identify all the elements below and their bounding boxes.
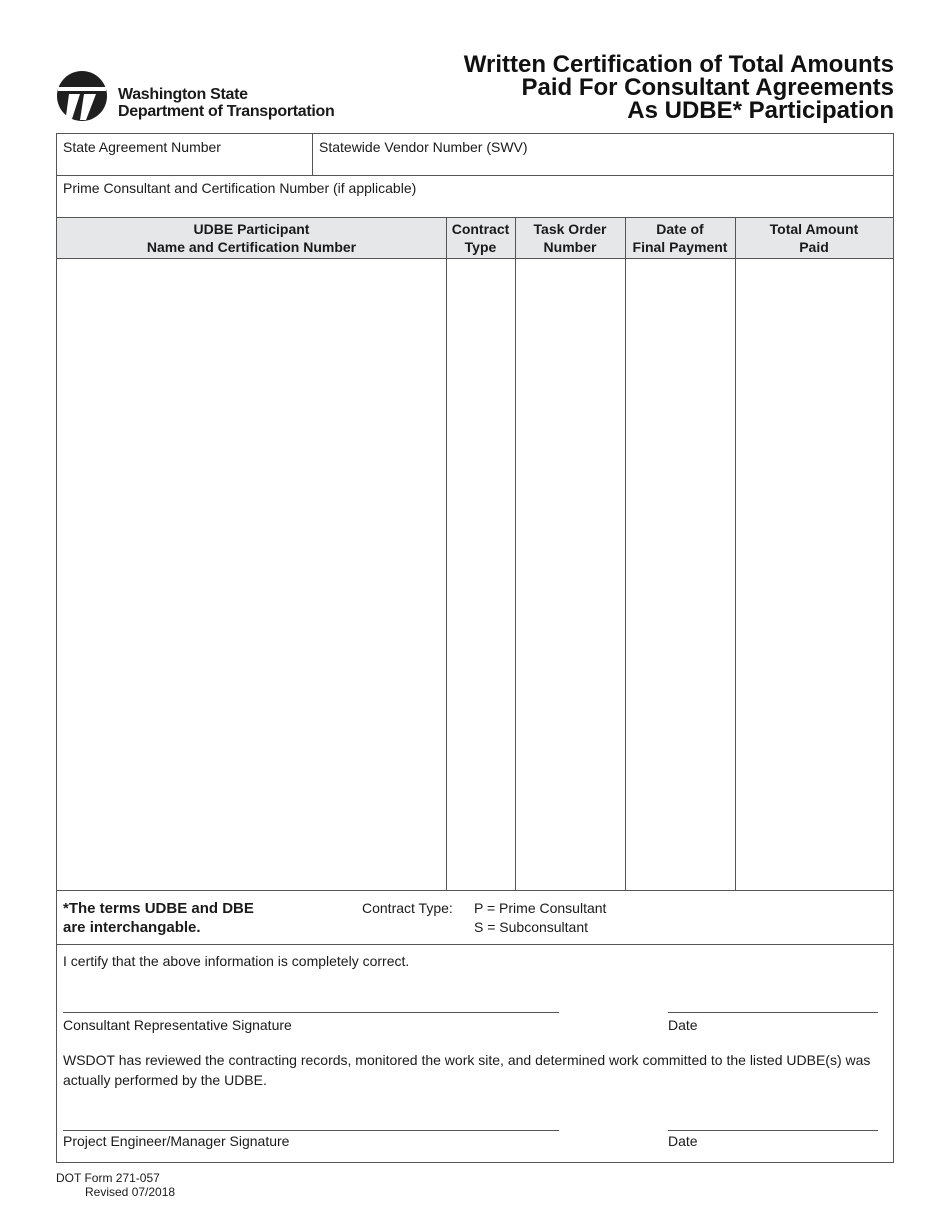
wsdot-review-line: WSDOT has reviewed the contracting records, monitored the work site, and determined work committed to the listed UDBE(s) was bbox=[63, 1052, 871, 1068]
column-header-line: Name and Certification Number bbox=[146, 239, 357, 255]
contract-type-legend-s: S = Subconsultant bbox=[474, 919, 589, 935]
form-title-line-2: Paid For Consultant Agreements bbox=[521, 74, 894, 101]
contract-type-legend-p: P = Prime Consultant bbox=[474, 900, 607, 916]
organization-line-2: Department of Transportation bbox=[118, 103, 335, 120]
consultant-signature-line[interactable] bbox=[63, 1012, 559, 1013]
date-of-final-payment-entry-area[interactable] bbox=[626, 259, 735, 890]
column-header-line: Contract bbox=[451, 221, 510, 237]
statewide-vendor-number-field[interactable]: Statewide Vendor Number (SWV) bbox=[319, 139, 528, 155]
state-agreement-number-field[interactable]: State Agreement Number bbox=[63, 139, 221, 155]
form-number: DOT Form 271-057 bbox=[56, 1171, 160, 1185]
consultant-signature-label: Consultant Representative Signature bbox=[63, 1017, 292, 1033]
column-header-task-order-number bbox=[515, 220, 625, 256]
organization-name bbox=[118, 86, 335, 120]
form-title bbox=[464, 53, 894, 122]
task-order-number-entry-area[interactable] bbox=[516, 259, 625, 890]
contract-type-label: Contract Type: bbox=[362, 900, 453, 916]
column-header-line: Paid bbox=[799, 239, 829, 255]
revision-date: Revised 07/2018 bbox=[85, 1185, 176, 1199]
column-header-line: Total Amount bbox=[769, 221, 859, 237]
udbe-participant-entry-area[interactable] bbox=[57, 259, 446, 890]
terms-note-line: *The terms UDBE and DBE bbox=[63, 900, 254, 917]
column-header-line: Number bbox=[543, 239, 597, 255]
divider bbox=[57, 890, 893, 891]
column-header-line: Task Order bbox=[533, 221, 607, 237]
contract-type-entry-area[interactable] bbox=[447, 259, 515, 890]
column-header-line: Date of bbox=[656, 221, 704, 237]
engineer-signature-line[interactable] bbox=[63, 1130, 559, 1131]
column-header-line: Final Payment bbox=[632, 239, 728, 255]
divider bbox=[57, 944, 893, 945]
column-header-line: Type bbox=[464, 239, 497, 255]
engineer-date-label: Date bbox=[668, 1133, 698, 1149]
consultant-date-line[interactable] bbox=[668, 1012, 878, 1013]
divider bbox=[57, 175, 893, 176]
column-header-date-of-final-payment bbox=[625, 220, 735, 256]
engineer-date-line[interactable] bbox=[668, 1130, 878, 1131]
consultant-date-label: Date bbox=[668, 1017, 698, 1033]
column-header-total-amount-paid bbox=[735, 220, 893, 256]
terms-note-line: are interchangable. bbox=[63, 919, 201, 936]
total-amount-paid-entry-area[interactable] bbox=[736, 259, 893, 890]
wsdot-review-line: actually performed by the UDBE. bbox=[63, 1072, 267, 1088]
wsdot-review-statement bbox=[63, 1050, 870, 1090]
organization-line-1: Washington State bbox=[118, 86, 248, 103]
engineer-signature-label: Project Engineer/Manager Signature bbox=[63, 1133, 290, 1149]
column-header-contract-type bbox=[446, 220, 515, 256]
form-title-line-1: Written Certification of Total Amounts bbox=[463, 51, 894, 78]
divider bbox=[312, 134, 313, 175]
column-header-udbe-participant bbox=[57, 220, 446, 256]
certification-form bbox=[56, 133, 894, 1163]
wsdot-logo-icon bbox=[56, 70, 108, 122]
terms-note bbox=[63, 899, 254, 937]
column-header-line: UDBE Participant bbox=[193, 221, 310, 237]
form-title-line-3: As UDBE* Participation bbox=[627, 97, 894, 124]
prime-consultant-field[interactable]: Prime Consultant and Certification Number (if applicable) bbox=[63, 180, 417, 196]
form-footer bbox=[56, 1171, 175, 1199]
certification-statement: I certify that the above information is completely correct. bbox=[63, 953, 410, 969]
